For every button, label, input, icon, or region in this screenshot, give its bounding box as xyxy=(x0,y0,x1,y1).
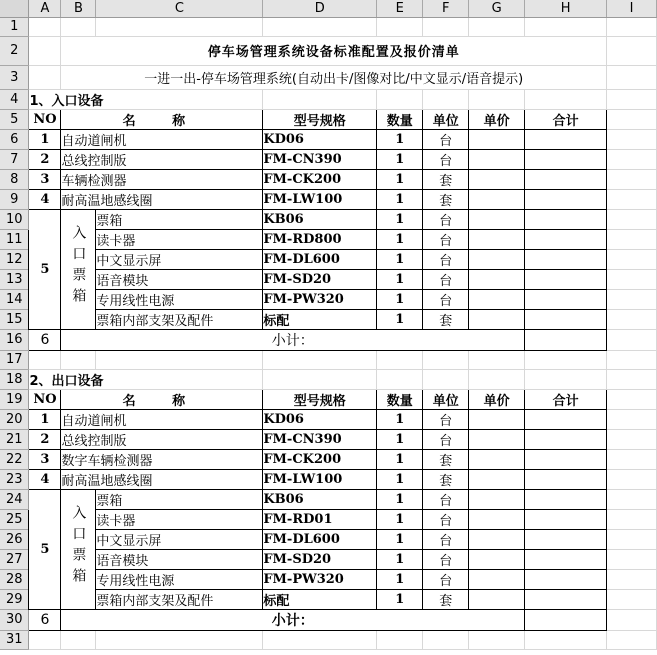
item-total[interactable] xyxy=(525,209,607,229)
item-name[interactable]: 语音模块 xyxy=(96,549,263,569)
header-spec[interactable]: 型号规格 xyxy=(263,109,377,129)
item-no[interactable]: 2 xyxy=(29,149,61,169)
item-qty[interactable]: 1 xyxy=(377,409,423,429)
item-unit[interactable]: 台 xyxy=(423,209,469,229)
item-unit[interactable]: 套 xyxy=(423,169,469,189)
item-unit[interactable]: 台 xyxy=(423,289,469,309)
item-unit[interactable]: 台 xyxy=(423,129,469,149)
row-header[interactable]: 21 xyxy=(0,429,29,449)
subtotal-value[interactable] xyxy=(525,609,607,630)
sheet-subtitle[interactable]: 一进一出-停车场管理系统(自动出卡/图像对比/中文显示/语音提示) xyxy=(61,65,607,89)
column-header-f[interactable]: F xyxy=(423,0,469,17)
item-price[interactable] xyxy=(469,129,525,149)
item-spec[interactable]: KD06 xyxy=(263,129,377,149)
item-price[interactable] xyxy=(469,529,525,549)
item-qty[interactable]: 1 xyxy=(377,209,423,229)
row-header[interactable]: 5 xyxy=(0,109,29,129)
item-qty[interactable]: 1 xyxy=(377,249,423,269)
row-header[interactable]: 9 xyxy=(0,189,29,209)
table-row xyxy=(0,209,657,229)
row-header[interactable]: 11 xyxy=(0,229,29,249)
item-unit[interactable]: 套 xyxy=(423,469,469,489)
table-header-row xyxy=(0,109,657,129)
header-name[interactable]: 名 称 xyxy=(61,109,263,129)
table-row xyxy=(0,549,657,569)
column-header-a[interactable]: A xyxy=(29,0,61,17)
item-price[interactable] xyxy=(469,489,525,509)
table-row xyxy=(0,569,657,589)
item-spec[interactable]: FM-PW320 xyxy=(263,289,377,309)
item-no[interactable]: 2 xyxy=(29,429,61,449)
table-row xyxy=(0,489,657,509)
item-no[interactable]: 4 xyxy=(29,469,61,489)
item-qty[interactable]: 1 xyxy=(377,309,423,329)
row-header[interactable]: 1 xyxy=(0,17,29,36)
row-header[interactable]: 16 xyxy=(0,329,29,350)
subtotal-row xyxy=(0,329,657,350)
item-price[interactable] xyxy=(469,189,525,209)
column-header-e[interactable]: E xyxy=(377,0,423,17)
item-spec[interactable]: KB06 xyxy=(263,489,377,509)
item-price[interactable] xyxy=(469,569,525,589)
item-name[interactable]: 车辆检测器 xyxy=(61,169,263,189)
row-header[interactable]: 15 xyxy=(0,309,29,329)
item-total[interactable] xyxy=(525,469,607,489)
row-header[interactable]: 4 xyxy=(0,89,29,109)
row-header[interactable]: 18 xyxy=(0,369,29,389)
item-unit[interactable]: 台 xyxy=(423,509,469,529)
row-header[interactable]: 29 xyxy=(0,589,29,609)
header-spec[interactable]: 型号规格 xyxy=(263,389,377,409)
row-header[interactable]: 3 xyxy=(0,65,29,89)
item-total[interactable] xyxy=(525,229,607,249)
table-row xyxy=(0,189,657,209)
item-spec[interactable]: FM-LW100 xyxy=(263,469,377,489)
column-header-row xyxy=(0,0,657,17)
item-unit[interactable]: 台 xyxy=(423,149,469,169)
group-label[interactable] xyxy=(61,209,96,329)
item-price[interactable] xyxy=(469,469,525,489)
sheet-title[interactable]: 停车场管理系统设备标准配置及报价清单 xyxy=(61,36,607,65)
item-price[interactable] xyxy=(469,449,525,469)
group-label[interactable] xyxy=(61,489,96,609)
item-qty[interactable]: 1 xyxy=(377,489,423,509)
item-spec[interactable]: 标配 xyxy=(263,589,377,609)
item-name[interactable]: 票箱内部支架及配件 xyxy=(96,309,263,329)
item-price[interactable] xyxy=(469,249,525,269)
item-total[interactable] xyxy=(525,269,607,289)
table-row xyxy=(0,249,657,269)
item-qty[interactable]: 1 xyxy=(377,229,423,249)
item-qty[interactable]: 1 xyxy=(377,289,423,309)
group-label-text: 入口票箱 xyxy=(70,505,87,589)
table-row xyxy=(0,289,657,309)
item-total[interactable] xyxy=(525,249,607,269)
item-name[interactable]: 语音模块 xyxy=(96,269,263,289)
column-header-b[interactable]: B xyxy=(61,0,96,17)
row-header[interactable]: 25 xyxy=(0,509,29,529)
item-price[interactable] xyxy=(469,289,525,309)
item-total[interactable] xyxy=(525,509,607,529)
item-spec[interactable]: FM-DL600 xyxy=(263,529,377,549)
section-title-entrance[interactable]: 1、入口设备 xyxy=(29,89,263,109)
column-header-h[interactable]: H xyxy=(525,0,607,17)
header-no[interactable]: NO xyxy=(29,389,61,409)
item-unit[interactable]: 台 xyxy=(423,269,469,289)
item-total[interactable] xyxy=(525,529,607,549)
item-total[interactable] xyxy=(525,589,607,609)
header-name[interactable]: 名 称 xyxy=(61,389,263,409)
section-title-exit[interactable]: 2、出口设备 xyxy=(29,369,263,389)
item-unit[interactable]: 台 xyxy=(423,569,469,589)
item-qty[interactable]: 1 xyxy=(377,169,423,189)
row-header[interactable]: 28 xyxy=(0,569,29,589)
item-unit[interactable]: 台 xyxy=(423,409,469,429)
table-row xyxy=(0,149,657,169)
subtotal-row xyxy=(0,609,657,630)
subtotal-no[interactable]: 6 xyxy=(29,609,61,630)
subtotal-label[interactable]: 小计： xyxy=(61,329,525,350)
table-row xyxy=(0,229,657,249)
item-qty[interactable]: 1 xyxy=(377,569,423,589)
item-no[interactable]: 1 xyxy=(29,409,61,429)
table-row xyxy=(0,129,657,149)
column-header-c[interactable]: C xyxy=(96,0,263,17)
item-name[interactable]: 中文显示屏 xyxy=(96,249,263,269)
item-total[interactable] xyxy=(525,449,607,469)
item-total[interactable] xyxy=(525,409,607,429)
item-spec[interactable]: KB06 xyxy=(263,209,377,229)
subtotal-no[interactable]: 6 xyxy=(29,329,61,350)
row-header[interactable]: 17 xyxy=(0,350,29,369)
item-total[interactable] xyxy=(525,189,607,209)
item-price[interactable] xyxy=(469,229,525,249)
item-price[interactable] xyxy=(469,509,525,529)
row-header[interactable]: 19 xyxy=(0,389,29,409)
table-row xyxy=(0,269,657,289)
table-row xyxy=(0,409,657,429)
table-row xyxy=(0,169,657,189)
row-header[interactable]: 26 xyxy=(0,529,29,549)
item-qty[interactable]: 1 xyxy=(377,189,423,209)
item-name[interactable]: 耐高温地感线圈 xyxy=(61,469,263,489)
item-spec[interactable]: FM-RD800 xyxy=(263,229,377,249)
item-name[interactable]: 数字车辆检测器 xyxy=(61,449,263,469)
table-row xyxy=(0,429,657,449)
table-row xyxy=(0,589,657,609)
item-spec[interactable]: FM-CK200 xyxy=(263,169,377,189)
item-name[interactable]: 总线控制版 xyxy=(61,149,263,169)
item-qty[interactable]: 1 xyxy=(377,529,423,549)
header-price[interactable]: 单价 xyxy=(469,389,525,409)
row-header[interactable]: 14 xyxy=(0,289,29,309)
item-spec[interactable]: FM-RD01 xyxy=(263,509,377,529)
item-spec[interactable]: FM-SD20 xyxy=(263,549,377,569)
item-name[interactable]: 自动道闸机 xyxy=(61,129,263,149)
table-header-row xyxy=(0,389,657,409)
item-name[interactable]: 票箱 xyxy=(96,489,263,509)
item-name[interactable]: 耐高温地感线圈 xyxy=(61,189,263,209)
item-price[interactable] xyxy=(469,309,525,329)
header-total[interactable]: 合计 xyxy=(525,389,607,409)
item-unit[interactable]: 台 xyxy=(423,489,469,509)
item-spec[interactable]: FM-SD20 xyxy=(263,269,377,289)
row-header[interactable]: 27 xyxy=(0,549,29,569)
item-total[interactable] xyxy=(525,309,607,329)
row-header[interactable]: 6 xyxy=(0,129,29,149)
item-price[interactable] xyxy=(469,209,525,229)
row-header[interactable]: 12 xyxy=(0,249,29,269)
item-unit[interactable]: 台 xyxy=(423,529,469,549)
item-name[interactable]: 总线控制版 xyxy=(61,429,263,449)
item-spec[interactable]: FM-CN390 xyxy=(263,429,377,449)
item-unit[interactable]: 套 xyxy=(423,589,469,609)
item-price[interactable] xyxy=(469,589,525,609)
item-total[interactable] xyxy=(525,569,607,589)
group-no[interactable]: 5 xyxy=(29,209,61,329)
item-total[interactable] xyxy=(525,169,607,189)
group-label-text: 入口票箱 xyxy=(70,225,87,309)
item-price[interactable] xyxy=(469,269,525,289)
column-header-d[interactable]: D xyxy=(263,0,377,17)
table-row xyxy=(0,529,657,549)
item-spec[interactable]: FM-PW320 xyxy=(263,569,377,589)
item-total[interactable] xyxy=(525,489,607,509)
column-header-i[interactable]: I xyxy=(607,0,657,17)
item-no[interactable]: 4 xyxy=(29,189,61,209)
item-price[interactable] xyxy=(469,149,525,169)
item-spec[interactable]: FM-CN390 xyxy=(263,149,377,169)
item-spec[interactable]: FM-CK200 xyxy=(263,449,377,469)
item-name[interactable]: 票箱 xyxy=(96,209,263,229)
subtotal-value[interactable] xyxy=(525,329,607,350)
item-spec[interactable]: 标配 xyxy=(263,309,377,329)
row-header[interactable]: 8 xyxy=(0,169,29,189)
item-name[interactable]: 读卡器 xyxy=(96,509,263,529)
header-unit[interactable]: 单位 xyxy=(423,389,469,409)
row-header[interactable]: 23 xyxy=(0,469,29,489)
item-name[interactable]: 票箱内部支架及配件 xyxy=(96,589,263,609)
item-price[interactable] xyxy=(469,169,525,189)
item-total[interactable] xyxy=(525,149,607,169)
header-qty[interactable]: 数量 xyxy=(377,109,423,129)
row-header[interactable]: 30 xyxy=(0,609,29,630)
item-total[interactable] xyxy=(525,429,607,449)
row-header[interactable]: 2 xyxy=(0,36,29,65)
table-row xyxy=(0,309,657,329)
column-header-g[interactable]: G xyxy=(469,0,525,17)
item-total[interactable] xyxy=(525,289,607,309)
row-header[interactable]: 24 xyxy=(0,489,29,509)
item-qty[interactable]: 1 xyxy=(377,509,423,529)
group-no[interactable]: 5 xyxy=(29,489,61,609)
row-header[interactable]: 7 xyxy=(0,149,29,169)
item-price[interactable] xyxy=(469,549,525,569)
item-total[interactable] xyxy=(525,129,607,149)
item-unit[interactable]: 台 xyxy=(423,549,469,569)
select-all-corner[interactable] xyxy=(0,0,29,17)
item-name[interactable]: 自动道闸机 xyxy=(61,409,263,429)
item-price[interactable] xyxy=(469,409,525,429)
item-unit[interactable]: 台 xyxy=(423,429,469,449)
item-name[interactable]: 中文显示屏 xyxy=(96,529,263,549)
item-no[interactable]: 3 xyxy=(29,449,61,469)
header-total[interactable]: 合计 xyxy=(525,109,607,129)
header-qty[interactable]: 数量 xyxy=(377,389,423,409)
item-qty[interactable]: 1 xyxy=(377,549,423,569)
item-spec[interactable]: KD06 xyxy=(263,409,377,429)
item-unit[interactable]: 套 xyxy=(423,449,469,469)
item-unit[interactable]: 台 xyxy=(423,229,469,249)
item-price[interactable] xyxy=(469,429,525,449)
table-row xyxy=(0,509,657,529)
item-name[interactable]: 专用线性电源 xyxy=(96,569,263,589)
item-no[interactable]: 3 xyxy=(29,169,61,189)
item-qty[interactable]: 1 xyxy=(377,429,423,449)
subtotal-label[interactable]: 小计： xyxy=(61,609,525,630)
item-spec[interactable]: FM-DL600 xyxy=(263,249,377,269)
item-unit[interactable]: 套 xyxy=(423,189,469,209)
row-header[interactable]: 22 xyxy=(0,449,29,469)
header-no[interactable]: NO xyxy=(29,109,61,129)
row-header[interactable]: 13 xyxy=(0,269,29,289)
item-name[interactable]: 读卡器 xyxy=(96,229,263,249)
row-header[interactable]: 10 xyxy=(0,209,29,229)
item-spec[interactable]: FM-LW100 xyxy=(263,189,377,209)
header-unit[interactable]: 单位 xyxy=(423,109,469,129)
item-qty[interactable]: 1 xyxy=(377,269,423,289)
item-qty[interactable]: 1 xyxy=(377,129,423,149)
item-total[interactable] xyxy=(525,549,607,569)
table-row xyxy=(0,469,657,489)
item-qty[interactable]: 1 xyxy=(377,469,423,489)
header-price[interactable]: 单价 xyxy=(469,109,525,129)
item-name[interactable]: 专用线性电源 xyxy=(96,289,263,309)
item-no[interactable]: 1 xyxy=(29,129,61,149)
item-qty[interactable]: 1 xyxy=(377,589,423,609)
item-unit[interactable]: 套 xyxy=(423,309,469,329)
item-qty[interactable]: 1 xyxy=(377,449,423,469)
table-row xyxy=(0,449,657,469)
row-header[interactable]: 20 xyxy=(0,409,29,429)
item-unit[interactable]: 台 xyxy=(423,249,469,269)
row-header[interactable]: 31 xyxy=(0,630,29,649)
item-qty[interactable]: 1 xyxy=(377,149,423,169)
